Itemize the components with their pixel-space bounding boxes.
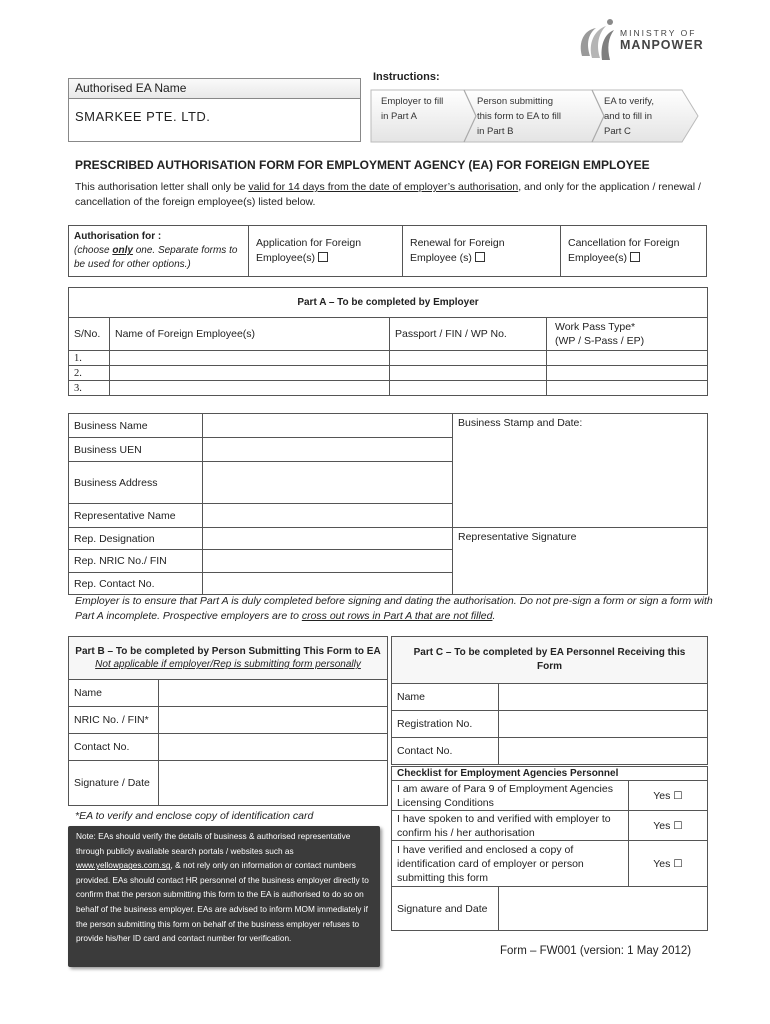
business-name-label: Business Name — [69, 414, 203, 438]
authorisation-label: Authorisation for : (choose only one. Separate forms to be used for other options.) — [69, 226, 249, 277]
business-uen-input[interactable] — [203, 438, 453, 462]
yellowpages-link: www.yellowpages.com.sg — [76, 860, 171, 871]
rep-signature[interactable]: Representative Signature — [453, 528, 708, 595]
rep-name-input[interactable] — [203, 504, 453, 528]
instructions-flow — [370, 86, 700, 144]
authorisation-table — [68, 225, 707, 277]
checklist-title: Checklist for Employment Agencies Personnel — [392, 767, 708, 781]
part-c-table — [391, 636, 708, 765]
business-address-label: Business Address — [69, 462, 203, 504]
instructions-label: Instructions: — [373, 71, 440, 83]
rep-nric-input[interactable] — [203, 550, 453, 573]
authorised-ea-box — [68, 78, 361, 142]
part-c-name-input[interactable] — [499, 684, 708, 711]
checkbox-cancellation[interactable] — [630, 252, 640, 262]
part-c-contact-input[interactable] — [499, 738, 708, 765]
col-sno: S/No. — [69, 318, 110, 351]
part-c-name-label: Name — [392, 684, 499, 711]
mom-emblem-icon — [574, 16, 620, 66]
form-title: PRESCRIBED AUTHORISATION FORM FOR EMPLOYMENT AGENCY (EA) FOR FOREIGN EMPLOYEE — [75, 158, 650, 172]
part-c-signature-label: Signature and Date — [392, 887, 499, 931]
part-a-header: Part A – To be completed by Employer — [69, 288, 708, 318]
part-b-nric-label: NRIC No. / FIN* — [69, 707, 159, 734]
part-b-name-input[interactable] — [159, 680, 388, 707]
checklist-yes-2[interactable]: Yes ☐ — [629, 811, 708, 841]
ea-name-label: Authorised EA Name — [69, 79, 360, 99]
checklist-yes-3[interactable]: Yes ☐ — [629, 841, 708, 887]
col-work-pass: Work Pass Type* (WP / S-Pass / EP) — [547, 318, 708, 351]
checkbox-renewal[interactable] — [475, 252, 485, 262]
part-b-header: Part B – To be completed by Person Submitting This Form to EA Not applicable if employer/Rep is submitting form personally — [69, 637, 388, 680]
employer-warning: Employer is to ensure that Part A is duly completed before signing and dating the authorisation. Do not pre-sign a form or sign a form with Part A incomplete. Prospective employers are to cross out rows in Part A that are not filled. — [75, 595, 713, 622]
part-c-header: Part C – To be completed by EA Personnel Receiving this Form — [392, 637, 708, 684]
rep-name-label: Representative Name — [69, 504, 203, 528]
rep-designation-label: Rep. Designation — [69, 528, 203, 550]
business-details-table — [68, 413, 708, 595]
part-b-table — [68, 636, 388, 806]
business-name-input[interactable] — [203, 414, 453, 438]
option-application[interactable]: Application for Foreign Employee(s) — [249, 226, 403, 277]
table-row[interactable]: 3. — [69, 381, 708, 396]
rep-designation-input[interactable] — [203, 528, 453, 550]
checklist-item-3: I have verified and enclosed a copy of identification card of employer or person submitting this form — [392, 841, 629, 887]
intro-text: This authorisation letter shall only be valid for 14 days from the date of employer’s authorisation, and only for the application / renewal / cancellation of the foreign employee(s) listed below. — [75, 181, 701, 208]
ea-name-value[interactable]: SMARKEE PTE. LTD. — [75, 109, 211, 124]
part-c-signature-input[interactable] — [499, 887, 708, 931]
part-b-contact-input[interactable] — [159, 734, 388, 761]
table-row[interactable]: 1. — [69, 351, 708, 366]
part-b-signature-label: Signature / Date — [69, 761, 159, 806]
part-c-registration-input[interactable] — [499, 711, 708, 738]
part-b-signature-input[interactable] — [159, 761, 388, 806]
col-passport: Passport / FIN / WP No. — [390, 318, 547, 351]
checkbox-application[interactable] — [318, 252, 328, 262]
rep-nric-label: Rep. NRIC No./ FIN — [69, 550, 203, 573]
checklist-yes-1[interactable]: Yes ☐ — [629, 781, 708, 811]
logo-line2: MANPOWER — [620, 38, 704, 52]
form-version: Form – FW001 (version: 1 May 2012) — [500, 945, 692, 957]
business-uen-label: Business UEN — [69, 438, 203, 462]
rep-contact-input[interactable] — [203, 573, 453, 595]
part-c-contact-label: Contact No. — [392, 738, 499, 765]
checklist-item-1: I am aware of Para 9 of Employment Agencies Licensing Conditions — [392, 781, 629, 811]
ea-advisory-note: Note: EAs should verify the details of business & authorised representative through publicly available search portals / websites such as www.yellowpages.com.sg, & not rely only on information or contact numbers provided. EAs should contact HR personnel of the business employer directly to confirm that the person submitting this form to the EA is authorised to do so on behalf of the business employer. EAs are advised to inform MOM immediately if the person submitting this form on behalf of the business employer refuses to provide his/her ID card and contact number for verification. — [68, 826, 380, 967]
part-a-table — [68, 287, 708, 396]
table-row[interactable]: 2. — [69, 366, 708, 381]
logo-line1: MINISTRY OF — [620, 28, 697, 38]
mom-logo — [574, 16, 714, 66]
instruction-step-1: Employer to fill in Part A — [381, 96, 444, 122]
part-c-signature-table — [391, 886, 708, 931]
instruction-step-3: EA to verify, and to fill in Part C — [604, 96, 654, 137]
business-address-input[interactable] — [203, 462, 453, 504]
checklist-table — [391, 766, 708, 887]
part-b-nric-input[interactable] — [159, 707, 388, 734]
col-employee-name: Name of Foreign Employee(s) — [110, 318, 390, 351]
option-cancellation[interactable]: Cancellation for Foreign Employee(s) — [561, 226, 707, 277]
part-c-registration-label: Registration No. — [392, 711, 499, 738]
business-stamp-date[interactable]: Business Stamp and Date: — [453, 414, 708, 528]
checklist-item-2: I have spoken to and verified with employer to confirm his / her authorisation — [392, 811, 629, 841]
instruction-step-2: Person submitting this form to EA to fill in Part B — [477, 96, 561, 137]
part-b-name-label: Name — [69, 680, 159, 707]
option-renewal[interactable]: Renewal for Foreign Employee (s) — [403, 226, 561, 277]
rep-contact-label: Rep. Contact No. — [69, 573, 203, 595]
ea-verify-note: *EA to verify and enclose copy of identification card — [75, 810, 314, 822]
part-b-contact-label: Contact No. — [69, 734, 159, 761]
